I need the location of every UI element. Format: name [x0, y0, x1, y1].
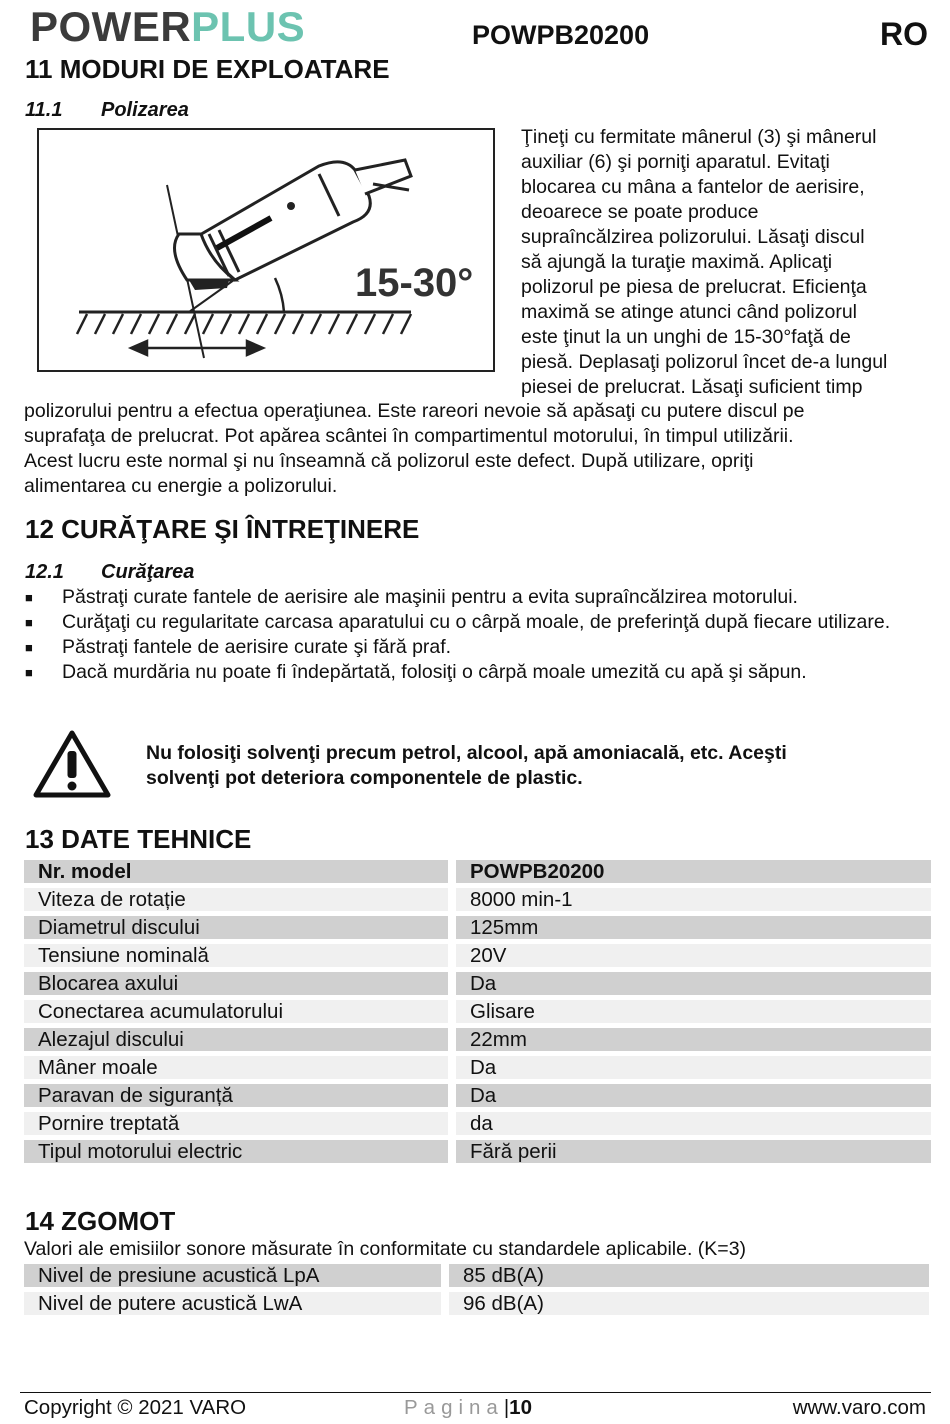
list-item: ■ Dacă murdăria nu poate fi îndepărtată, folosiţi o cârpă moale umezită cu apă şi săpun. — [25, 661, 807, 683]
brand-logo: POWERPLUS — [30, 3, 306, 50]
surface-hatching — [77, 314, 411, 334]
angle-label: 15-30° — [355, 261, 474, 305]
table-row: Viteza de rotație 8000 min-1 — [24, 888, 931, 911]
list-item: ■ Păstraţi curate fantele de aerisire ale maşinii pentru a evita supraîncălzirea motorului. — [25, 586, 798, 608]
operation-text-wrapped: Ţineţi cu fermitate mânerul (3) şi mânerul auxiliar (6) şi porniţi aparatul. Evitaţi blocarea cu mâna a fantelor de aerisire, deoarece se poate produce supraîncălzirea polizorului. Lăsaţi discul să ajungă la turaţie maximă. Aplicaţi polizorul pe piesa de prelucrat. Eficienţa maximă se atinge atunci când polizorul este ţinut la un unghi de 15-30°faţă de piesă. Deplasaţi polizorul încet de-a lungul piesei de prelucrat. Lăsaţi suficient timp — [521, 126, 888, 398]
list-item: ■ Păstraţi fantele de aerisire curate şi fără praf. — [25, 636, 452, 658]
grinding-illustration — [37, 128, 495, 372]
table-row: Tensiune nominală 20V — [24, 944, 931, 967]
warning-text: Nu folosiţi solvenţi precum petrol, alcool, apă amoniacală, etc. Aceşti solvenţi pot deteriora componentele de plastic. — [146, 742, 787, 789]
table-row: Conectarea acumulatorului Glisare — [24, 1000, 931, 1023]
footer-divider — [20, 1392, 931, 1393]
header-model-number: POWPB20200 — [472, 20, 650, 50]
table-row: Nivel de presiune acustică LpA 85 dB(A) — [24, 1264, 929, 1287]
warning-triangle-icon — [33, 729, 111, 799]
footer-website: www.varo.com — [792, 1396, 926, 1419]
table-row: Alezajul discului 22mm — [24, 1028, 931, 1051]
table-row: Paravan de siguranță Da — [24, 1084, 931, 1107]
noise-table — [24, 1259, 929, 1320]
grinder-angle-diagram — [39, 130, 493, 370]
section-13-title: 13 DATE TEHNICE — [25, 824, 252, 854]
table-row: Nivel de putere acustică LwA 96 dB(A) — [24, 1292, 929, 1315]
noise-intro: Valori ale emisiilor sonore măsurate în conformitate cu standardele aplicabile. (K=3) — [24, 1238, 747, 1260]
footer-copyright: Copyright © 2021 VARO — [24, 1396, 247, 1419]
technical-data-table — [24, 855, 931, 1168]
table-row: Blocarea axului Da — [24, 972, 931, 995]
section-12-title: 12 CURĂŢARE ŞI ÎNTREŢINERE — [25, 514, 420, 544]
table-row: Nr. model POWPB20200 — [24, 860, 931, 883]
footer-page-indicator: Pagina|10 — [404, 1396, 532, 1419]
table-row: Mâner moale Da — [24, 1056, 931, 1079]
movement-arrow — [131, 341, 263, 355]
subsection-12-1-title: 12.1 Curăţarea — [25, 561, 195, 583]
list-item: ■ Curăţaţi cu regularitate carcasa aparatului cu o cârpă moale, de preferinţă după fiecare utilizare. — [25, 611, 891, 633]
subsection-11-1-title: 11.1 Polizarea — [25, 99, 189, 121]
cleaning-list — [25, 585, 925, 685]
operation-text-full: polizorului pentru a efectua operaţiunea. Este rareori nevoie să apăsaţi cu putere discul pe suprafaţa de prelucrat. Pot apărea scântei în compartimentul motorului, în timpul utilizării. Acest lucru este normal şi nu înseamnă că polizorul este defect. După utilizare, opriţi alimentarea cu energie a polizorului. — [24, 400, 805, 497]
table-row: Diametrul discului 125mm — [24, 916, 931, 939]
section-11-title: 11 MODURI DE EXPLOATARE — [25, 54, 390, 84]
language-code: RO — [880, 16, 928, 52]
table-row: Pornire treptată da — [24, 1112, 931, 1135]
section-14-title: 14 ZGOMOT — [25, 1206, 176, 1236]
table-row: Tipul motorului electric Fără perii — [24, 1140, 931, 1163]
